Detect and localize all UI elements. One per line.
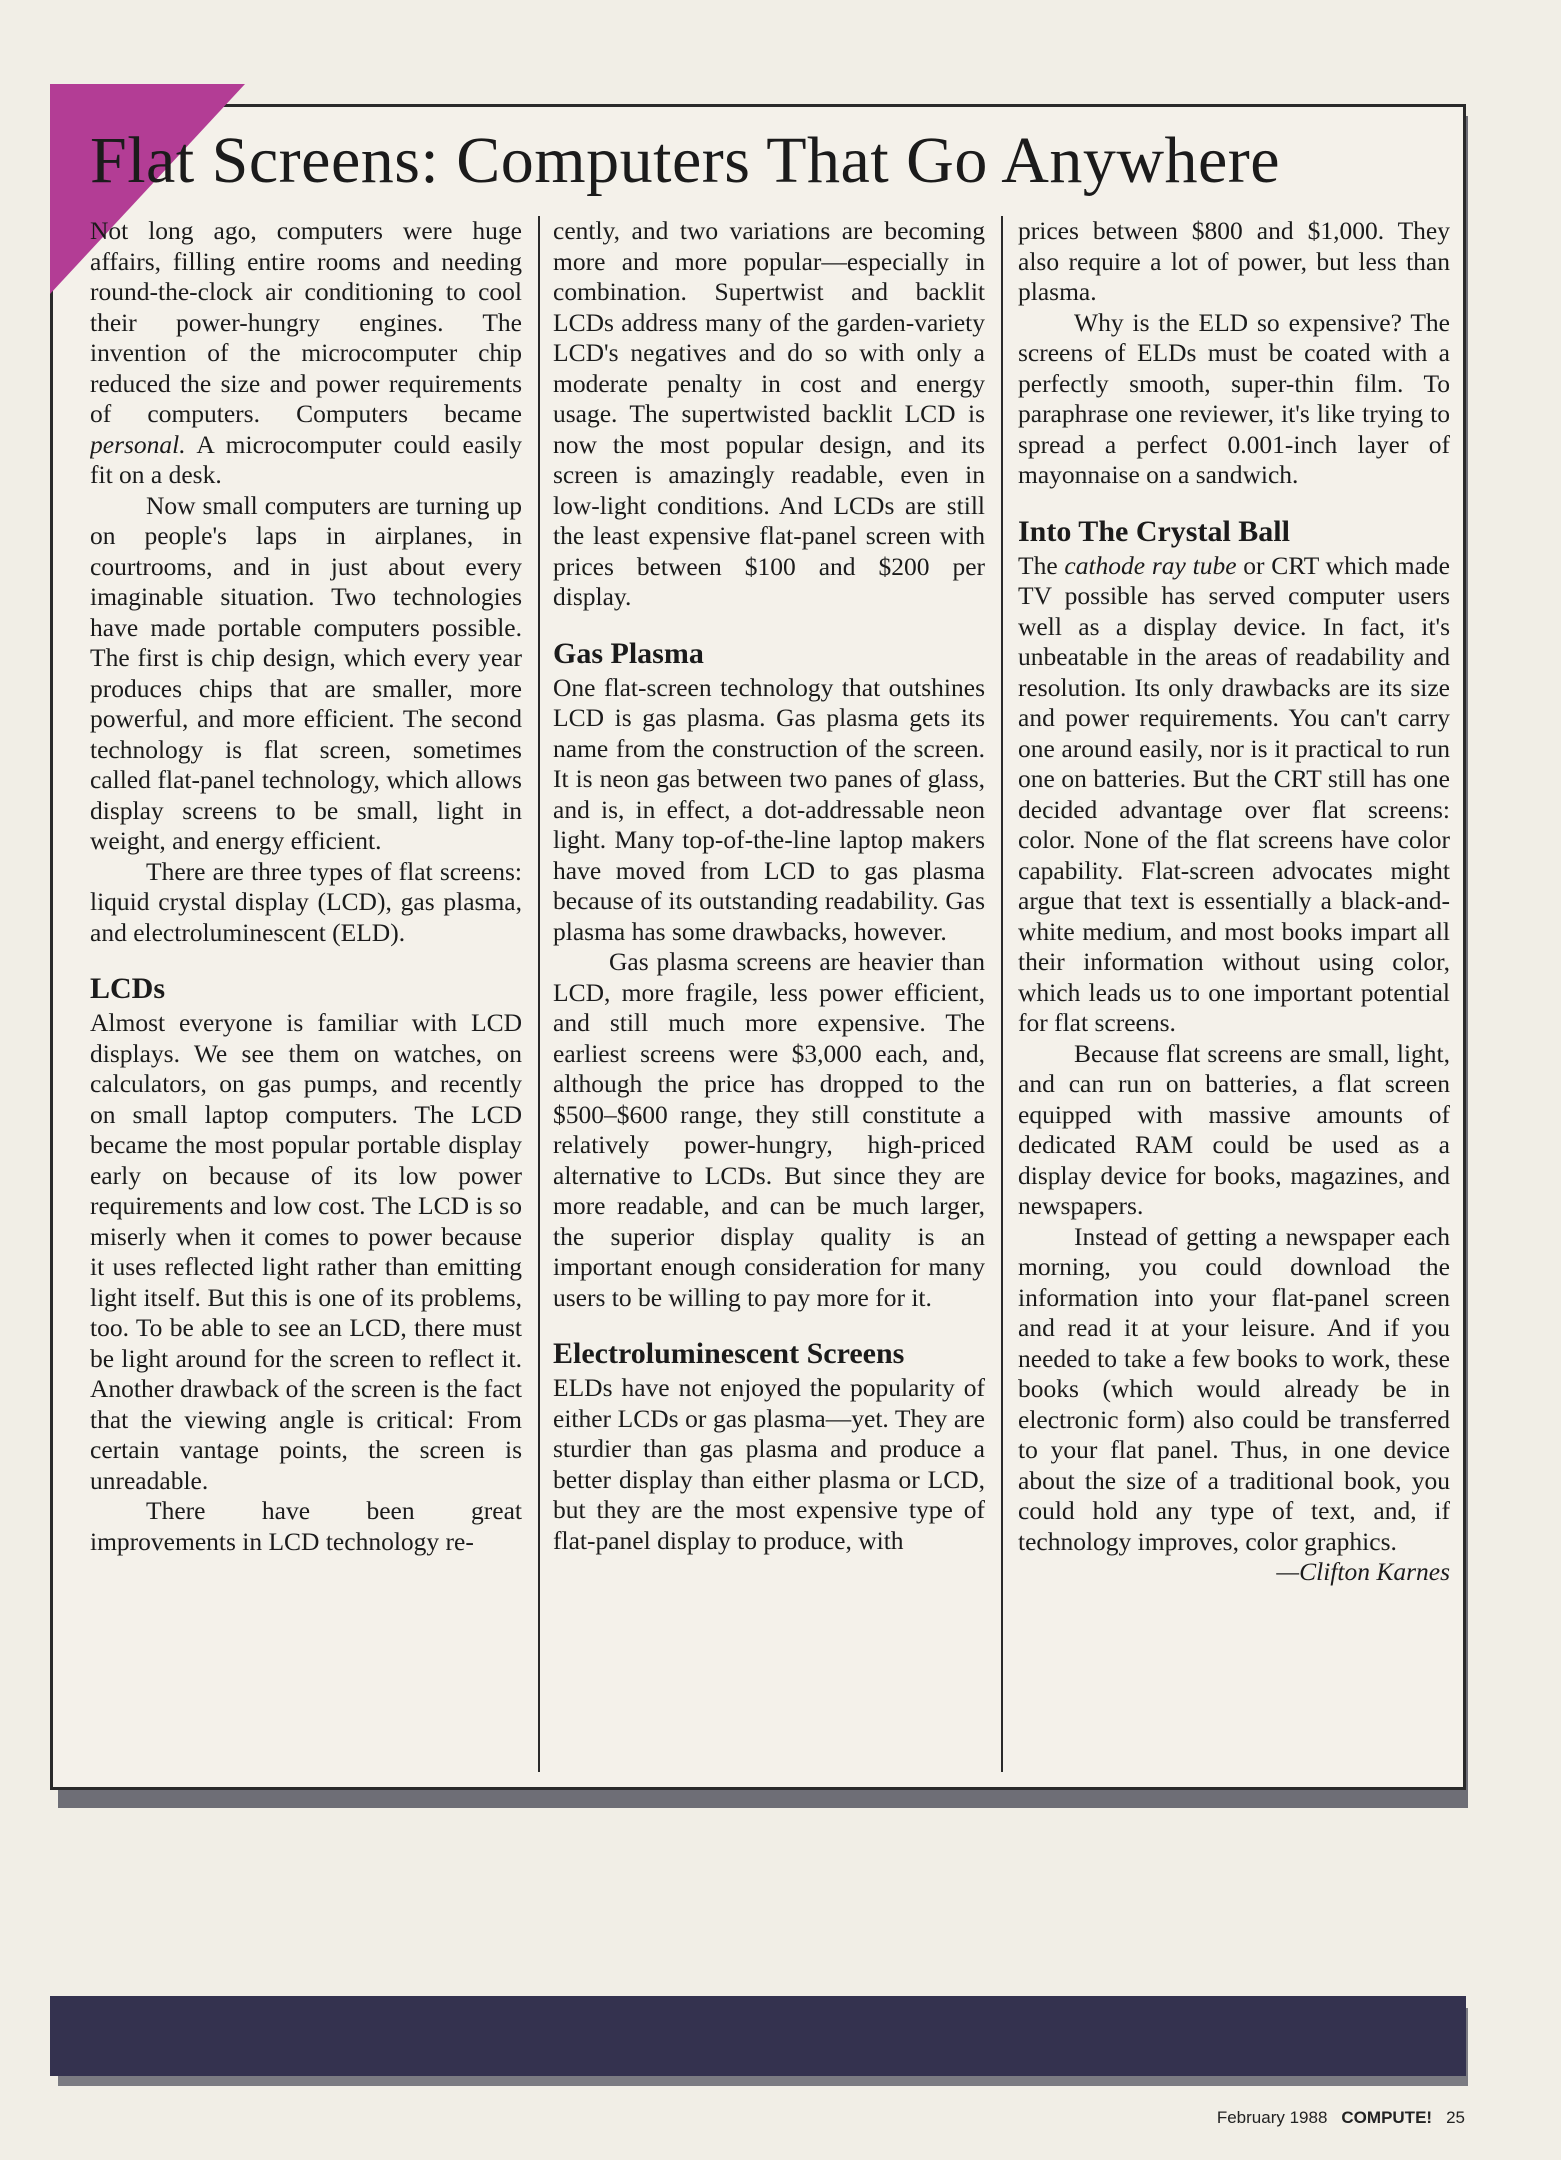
paragraph: There have been great improvements in LCD technology re-	[90, 1496, 522, 1556]
paragraph: There are three types of flat screens: liquid crystal display (LCD), gas plasma, and electroluminescent (ELD).	[90, 856, 522, 947]
paragraph: cently, and two variations are becoming more and more popular—especially in combination. Supertwist and backlit LCDs address many of the garden-variety LCD's negatives and do so with only a moderate penalty in cost and energy usage. The supertwisted backlit LCD is now the most popular design, and its screen is amazingly readable, even in low-light conditions. And LCDs are still the least expensive flat-panel screen with prices between $100 and $200 per display.	[553, 216, 985, 611]
page-footer	[1217, 2108, 1465, 2128]
text-run: A microcomputer could easily fit on a desk.	[90, 429, 522, 489]
emphasis: personal.	[90, 429, 186, 459]
text-run: Not long ago, computers were huge affairs, filling entire rooms and needing round-the-clock air conditioning to cool their power-hungry engines. The invention of the microcomputer chip reduced the size and power requirements of computers. Computers became	[90, 216, 522, 428]
section-heading-gas-plasma: Gas Plasma	[553, 636, 704, 670]
page-number: 25	[1446, 2108, 1465, 2127]
section-heading-lcds: LCDs	[90, 972, 166, 1005]
paragraph: One flat-screen technology that outshines LCD is gas plasma. Gas plasma gets its name from the construction of the screen. It is neon gas between two panes of glass, and is, in effect, a dot-addressable neon light. Many top-of-the-line laptop makers have moved from LCD to gas plasma because of its outstanding readability. Gas plasma has some drawbacks, however.	[553, 672, 985, 946]
text-run: The	[1018, 550, 1065, 580]
paragraph: Because flat screens are small, light, and can run on batteries, a flat screen equipped with massive amounts of dedicated RAM could be used as a display device for books, magazines, and newspapers.	[1018, 1038, 1450, 1220]
paragraph: Almost everyone is familiar with LCD displays. We see them on watches, on calculators, on gas pumps, and recently on small laptop computers. The LCD became the most popular portable display early on because of its low power requirements and low cost. The LCD is so miserly when it comes to power because it uses reflected light rather than emitting light itself. But this is one of its problems, too. To be able to see an LCD, there must be light around for the screen to reflect it. Another drawback of the screen is the fact that the viewing angle is critical: From certain vantage points, the screen is unreadable.	[90, 1008, 522, 1495]
paragraph: Now small computers are turning up on people's laps in airplanes, in courtrooms, and in just about every imaginable situation. Two technologies have made portable computers possible. The first is chip design, which every year produces chips that are smaller, more powerful, and more efficient. The second technology is flat screen, sometimes called flat-panel technology, which allows display screens to be small, light in weight, and energy efficient.	[90, 490, 522, 855]
column-2	[553, 216, 985, 1776]
paragraph	[1018, 551, 1450, 1039]
emphasis: cathode ray tube	[1064, 550, 1237, 580]
section-heading-electroluminescent: Electroluminescent Screens	[553, 1337, 905, 1370]
paragraph: ELDs have not enjoyed the popularity of either LCDs or gas plasma—yet. They are sturdier than gas plasma and produce a better display than either plasma or LCD, but they are the most expensive type of flat-panel display to produce, with	[553, 1373, 985, 1555]
bottom-color-band	[50, 1996, 1466, 2076]
column-divider	[1001, 216, 1003, 1772]
paragraph: Instead of getting a newspaper each morning, you could download the information into your flat-panel screen and read it at your leisure. And if you needed to take a few books to work, these books (which would already be in electronic form) also could be transferred to your flat panel. Thus, in one device about the size of a traditional book, you could hold any type of text, and, if technology improves, color graphics.	[1018, 1221, 1450, 1556]
paragraph: prices between $800 and $1,000. They also require a lot of power, but less than plasma.	[1018, 216, 1450, 306]
column-3	[1018, 216, 1450, 1776]
paragraph: Gas plasma screens are heavier than LCD, more fragile, less power efficient, and still much more expensive. The earliest screens were $3,000 each, and, although the price has dropped to the $500–$600 range, they still constitute a relatively power-hungry, high-priced alternative to LCDs. But since they are more readable, and can be much larger, the superior display quality is an important enough consideration for many users to be willing to pay more for it.	[553, 947, 985, 1312]
paragraph: Why is the ELD so expensive? The screens of ELDs must be coated with a perfectly smooth, super-thin film. To paraphrase one reviewer, it's like trying to spread a perfect 0.001-inch layer of mayonnaise on a sandwich.	[1018, 307, 1450, 489]
article-title: Flat Screens: Computers That Go Anywhere	[90, 124, 1281, 197]
text-run: or CRT which made TV possible has served computer users well as a display device. In fact, it's unbeatable in the areas of readability and resolution. Its only drawbacks are its size and power requirements. You can't carry one around easily, nor is it practical to run one on batteries. But the CRT still has one decided advantage over flat screens: color. None of the flat screens have color capability. Flat-screen advocates might argue that text is essentially a black-and-white medium, and most books impart all their information without using color, which leads us to one important potential for flat screens.	[1018, 550, 1450, 1037]
issue-date: February 1988	[1216, 2108, 1328, 2127]
column-divider	[538, 216, 540, 1772]
section-heading-crystal-ball: Into The Crystal Ball	[1018, 514, 1290, 548]
magazine-name: COMPUTE!	[1341, 2108, 1433, 2127]
paragraph	[90, 216, 522, 491]
author-byline: —Clifton Karnes	[1276, 1557, 1450, 1586]
column-1	[90, 216, 522, 1776]
